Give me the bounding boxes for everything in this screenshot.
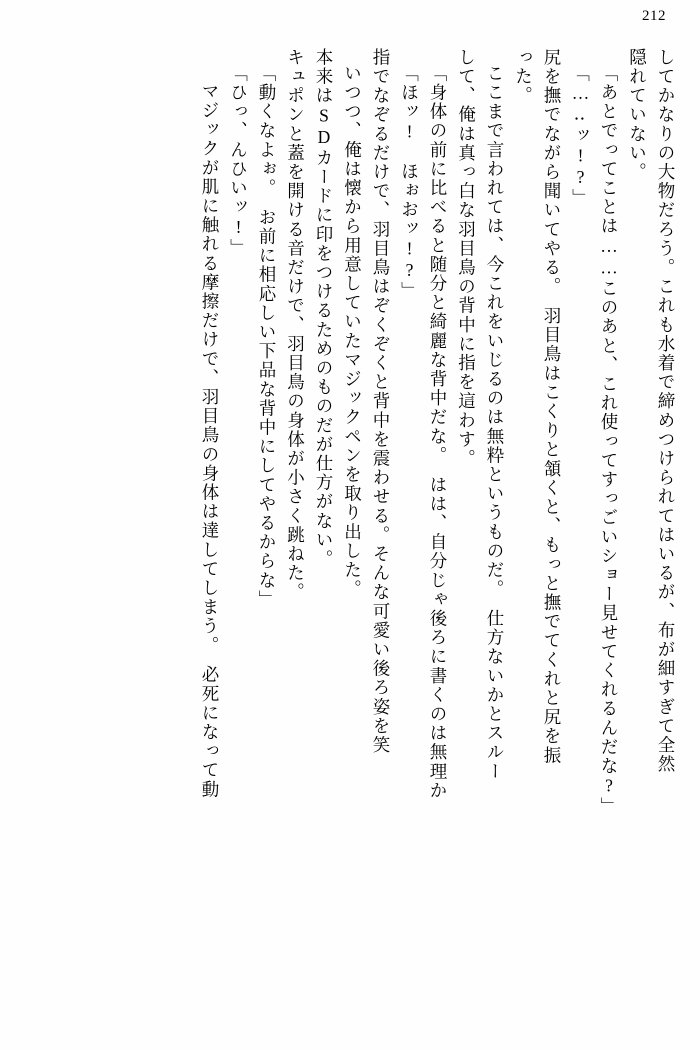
text-column: して、俺は真っ白な羽目鳥の背中に指を這わす。 xyxy=(456,48,477,469)
text-column: キュポンと蓋を開ける音だけで、羽目鳥の身体が小さく跳ねた。 xyxy=(285,48,306,602)
text-column: ここまで言われては、今これをいじるのは無粋というものだ。 仕方ないかとスルー xyxy=(485,64,505,782)
text-column: 隠れていない。 xyxy=(627,48,648,182)
text-column: 「ほッ! ほぉおッ!?」 xyxy=(399,64,420,301)
text-column: 本来はSDカードに印をつけるためのものだが仕方がない。 xyxy=(314,48,334,569)
text-column: 「ひっ、んひいッ!」 xyxy=(228,64,249,258)
text-column: 「動くなよぉ。 お前に相応しい下品な背中にしてやるからな」 xyxy=(257,64,277,610)
text-column: 尻を撫でながら聞いてやる。 羽目鳥はこくりと頷くと、もっと撫でてくれと尻を振 xyxy=(542,48,562,766)
vertical-text-block xyxy=(28,48,674,1010)
text-column: マジックが肌に触れる摩擦だけで、羽目鳥の身体は達してしまう。 必死になって動 xyxy=(200,82,220,800)
text-column: してかなりの大物だろう。これも水着で締めつけられてはいるが、布が細すぎて全然 xyxy=(656,48,676,774)
page-number: 212 xyxy=(642,8,666,24)
text-column: 「身体の前に比べると随分と綺麗な背中だな。 はは、自分じゃ後ろに書くのは無理か xyxy=(428,64,448,801)
text-column: った。 xyxy=(513,48,534,106)
text-column: いつつ、俺は懐から用意していたマジックペンを取り出した。 xyxy=(342,64,363,599)
text-column: 「あとでってことは……このあと、これ使ってすっごいショー見せてくれるんだな?」 xyxy=(599,64,619,817)
text-column: 指でなぞるだけで、羽目鳥はぞくぞくと背中を震わせる。そんな可愛い後ろ姿を笑 xyxy=(371,48,391,755)
text-column: 「…‥ッ!?」 xyxy=(570,64,591,208)
